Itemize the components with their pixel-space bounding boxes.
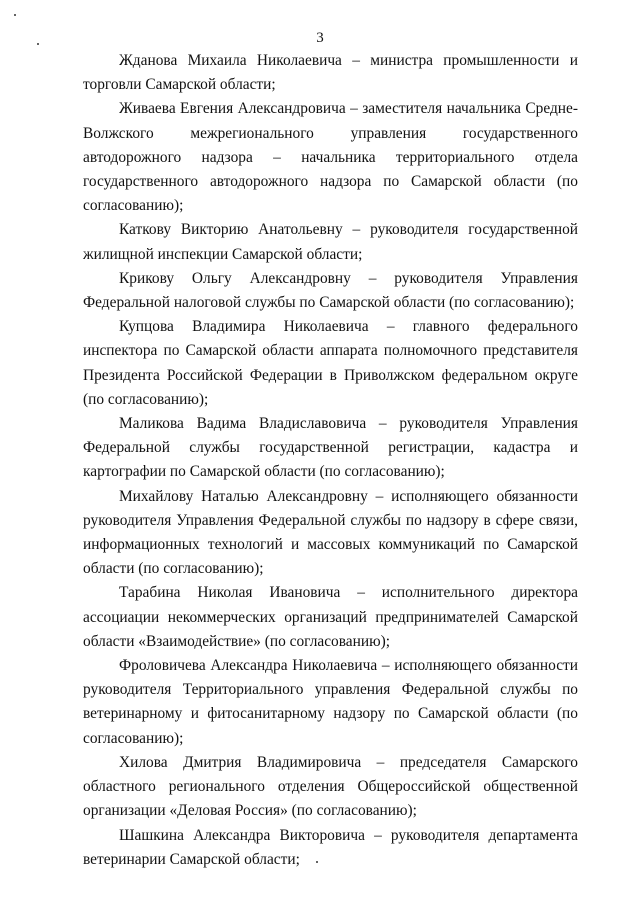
list-item: Михайлову Наталью Александровну – исполняющего обязанности руководителя Управления Федеральной службы по надзору в сфере связи, информационных технологий и массовых коммуникаций по Самарской области (по согласованию);	[83, 487, 578, 578]
member-list	[83, 49, 578, 872]
scan-speck	[37, 43, 39, 45]
list-item: Жданова Михаила Николаевича – министра промышленности и торговли Самарской области;	[83, 52, 578, 94]
list-item: Фроловичева Александра Николаевича – исполняющего обязанности руководителя Территориального управления Федеральной службы по ветеринарному и фитосанитарному надзору по Самарской области (по согласованию);	[83, 657, 578, 747]
list-item: Шашкина Александра Викторовича – руководителя департамента ветеринарии Самарской области;	[83, 826, 578, 868]
list-item: Купцова Владимира Николаевича – главного федерального инспектора по Самарской области аппарата полномочного представителя Президента Российской Федерации в Приволжском федеральном округе (по согласованию);	[83, 318, 578, 408]
list-item: Крикову Ольгу Александровну – руководителя Управления Федеральной налоговой службы по Самарской области (по согласованию);	[83, 269, 578, 312]
list-item: Маликова Вадима Владиславовича – руководителя Управления Федеральной службы государственной регистрации, кадастра и картографии по Самарской области (по согласованию);	[83, 415, 578, 481]
list-item: Живаева Евгения Александровича – заместителя начальника Средне-Волжского межрегионального управления государственного автодорожного надзора – начальника территориального отдела государственного автодорожного надзора по Самарской области (по согласованию);	[83, 100, 578, 215]
scan-speck	[14, 14, 16, 16]
list-item: Каткову Викторию Анатольевну – руководителя государственной жилищной инспекции Самарской области;	[83, 221, 578, 263]
list-item: Тарабина Николая Ивановича – исполнительного директора ассоциации некоммерческих организаций предпринимателей Самарской области «Взаимодействие» (по согласованию);	[83, 584, 578, 650]
page-number: 3	[316, 30, 324, 46]
list-item: Хилова Дмитрия Владимировича – председателя Самарского областного регионального отделения Общероссийской общественной организации «Деловая Россия» (по согласованию);	[83, 753, 578, 820]
